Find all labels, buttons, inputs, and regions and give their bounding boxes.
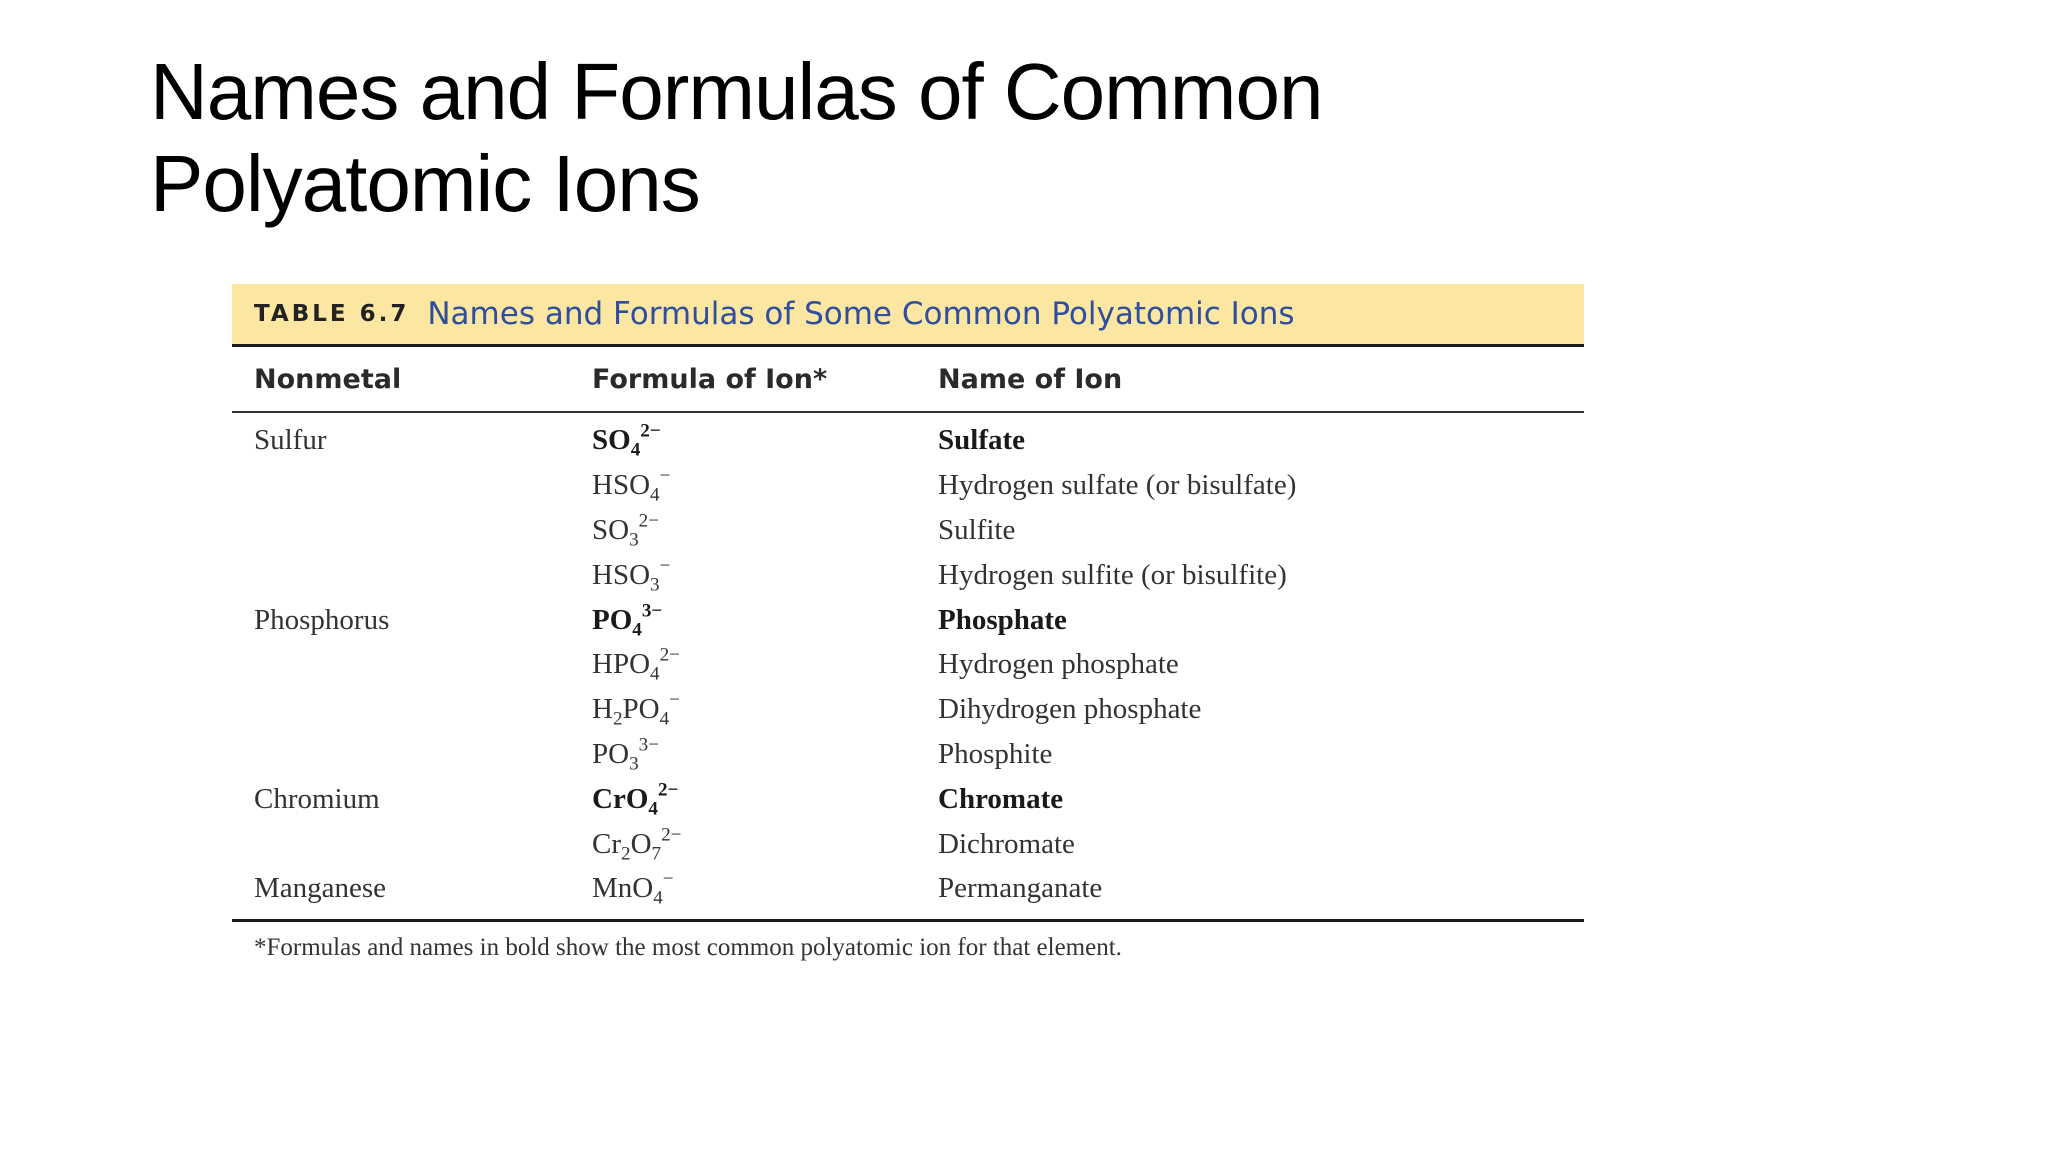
formula-cell: $H_2PO_4^-$ [592,689,680,730]
formula-cell: $HSO_3^-$ [592,555,671,596]
table-body [232,413,1584,920]
ion-name-cell: Sulfate [938,424,1025,457]
ion-name-cell: Dichromate [938,827,1075,860]
table-row [232,598,1584,643]
table-row [232,463,1584,508]
table-row [232,642,1584,687]
table-row [232,687,1584,732]
ion-name-cell: Hydrogen sulfite (or bisulfite) [938,558,1287,591]
header-nonmetal: Nonmetal [254,363,402,395]
ion-name-cell: Chromate [938,782,1064,815]
ion-name-cell: Permanganate [938,872,1103,905]
nonmetal-cell: Chromium [254,782,380,815]
ion-name-cell: Sulfite [938,513,1016,546]
table-row [232,822,1584,867]
formula-cell: $PO_3^{3-}$ [592,734,659,775]
ion-name-cell: Hydrogen phosphate [938,648,1179,681]
formula-cell: $SO_3^{2-}$ [592,510,659,551]
table-caption: Names and Formulas of Some Common Polyatomic Ions [427,296,1295,332]
nonmetal-cell: Phosphorus [254,603,390,636]
table-row [232,553,1584,598]
formula-cell: MnO$_4$− [592,868,674,910]
formula-cell: CrO$_4^{2-}$ [592,779,679,820]
table-bottom-rule [232,919,1584,922]
formula-cell: $Cr_2O_7^{2-}$ [592,824,682,865]
table-row [232,777,1584,822]
header-name: Name of Ion [938,363,1123,395]
formula-cell: $HSO_4^-$ [592,465,671,506]
polyatomic-ions-table [232,284,1584,962]
table-header-row [232,347,1584,411]
table-row [232,732,1584,777]
slide-title [150,46,1650,230]
nonmetal-cell: Manganese [254,872,387,905]
table-row [232,419,1584,464]
ion-name-cell: Hydrogen sulfate (or bisulfate) [938,469,1297,502]
table-footnote: *Formulas and names in bold show the most common polyatomic ion for that element. [254,934,1122,962]
table-number: TABLE 6.7 [254,301,410,327]
formula-cell: $SO_4^{2-}$ [592,420,661,462]
ion-name-cell: Phosphate [938,603,1067,636]
ion-name-cell: Dihydrogen phosphate [938,693,1202,726]
formula-cell: $HPO_4^{2-}$ [592,644,680,686]
ion-name-cell: Phosphite [938,737,1053,770]
formula-cell: $PO_4^{3-}$ [592,600,663,641]
slide-title-line-1: Names and Formulas of Common [150,47,1323,136]
nonmetal-cell: Sulfur [254,424,327,457]
table-row [232,508,1584,553]
table-row [232,866,1584,911]
slide-title-line-2: Polyatomic Ions [150,139,700,228]
header-formula: Formula of Ion* [592,363,828,395]
table-banner [232,284,1584,344]
